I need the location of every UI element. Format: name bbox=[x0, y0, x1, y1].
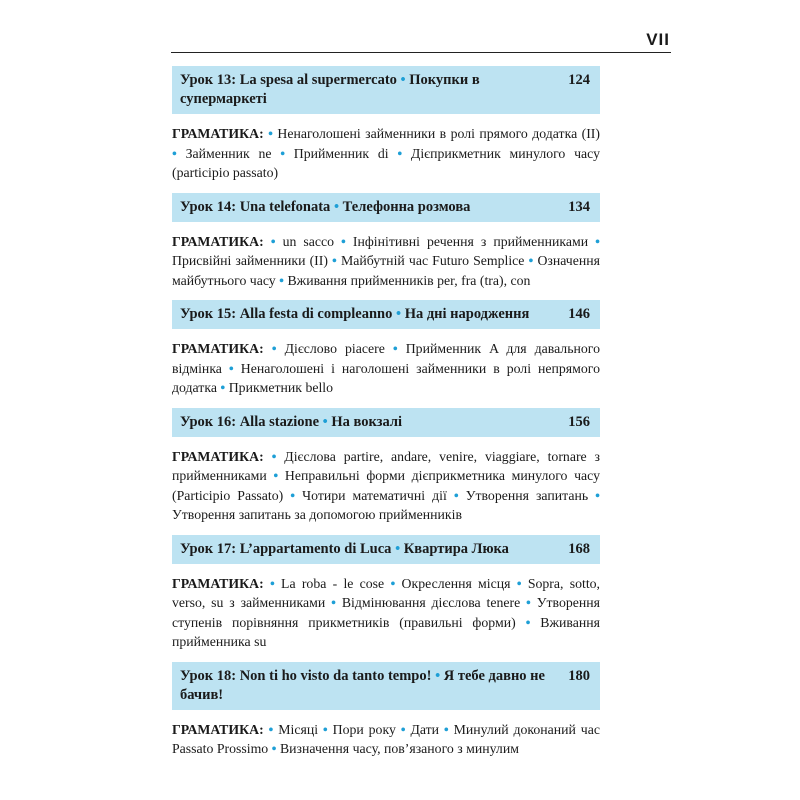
bullet-dot: • bbox=[515, 614, 541, 630]
grammar-item: Вживання прийменників per, fra (tra), con bbox=[287, 272, 531, 288]
bullet-dot: • bbox=[384, 341, 406, 356]
lesson-title-ua: На вокзалі bbox=[331, 413, 403, 430]
bullet-dot: • bbox=[283, 487, 303, 503]
grammar-item: Присвійні займенники (II) bbox=[172, 253, 328, 268]
grammar-label: ГРАМАТИКА: bbox=[172, 233, 264, 249]
lesson-title-it: Урок 15: Alla festa di compleanno bbox=[180, 306, 393, 322]
grammar-item: Чотири математичні дії bbox=[302, 487, 447, 503]
grammar-item: Дієслово piacere bbox=[284, 341, 385, 356]
lesson-title-ua: Я тебе давно не бачив! bbox=[180, 667, 545, 703]
grammar-list bbox=[172, 232, 600, 291]
grammar-item: Прийменник A для давального відмінка bbox=[172, 341, 600, 376]
bullet-dot: • bbox=[275, 272, 288, 288]
grammar-item: Займенник ne bbox=[185, 145, 272, 161]
grammar-item: Ненаголошені займенники в ролі прямого додатка (II) bbox=[277, 126, 600, 141]
grammar-label: ГРАМАТИКА: bbox=[172, 126, 264, 141]
lesson-title bbox=[180, 413, 592, 432]
grammar-label: ГРАМАТИКА: bbox=[172, 341, 264, 356]
grammar-item: Ненаголошені і наголошені займенники в ролі непрямого додатка bbox=[172, 360, 600, 395]
bullet-dot: • bbox=[588, 487, 600, 503]
grammar-list bbox=[172, 447, 600, 525]
bullet-dot: • bbox=[588, 233, 601, 249]
lesson-header[interactable] bbox=[172, 193, 600, 222]
bullet-dot: • bbox=[263, 721, 279, 737]
grammar-item: Окреслення місця bbox=[401, 575, 511, 591]
grammar-item: Минулий доконаний час Passato Prossimo bbox=[172, 721, 600, 756]
grammar-item: La roba - le cose bbox=[281, 575, 385, 591]
bullet-dot: • bbox=[268, 741, 280, 756]
bullet-dot: • bbox=[439, 721, 454, 737]
lesson-title-it: Урок 18: Non ti ho visto da tanto tempo! bbox=[180, 667, 432, 684]
grammar-item: Інфінітивні речення з прийменниками bbox=[352, 233, 589, 249]
lesson-entry bbox=[172, 535, 600, 652]
bullet-dot: • bbox=[392, 306, 405, 322]
bullet-dot: • bbox=[446, 487, 466, 503]
bullet-dot: • bbox=[520, 595, 537, 610]
grammar-item: Місяці bbox=[278, 721, 319, 737]
lesson-title bbox=[180, 540, 592, 559]
lesson-entry bbox=[172, 193, 600, 291]
lesson-title-it: Урок 14: Una telefonata bbox=[180, 198, 331, 215]
lesson-title-ua: Телефонна розмова bbox=[342, 198, 471, 215]
lesson-header[interactable] bbox=[172, 300, 600, 329]
bullet-dot: • bbox=[396, 72, 410, 88]
lesson-page-number: 134 bbox=[568, 198, 590, 215]
bullet-dot: • bbox=[330, 198, 343, 215]
lesson-header[interactable] bbox=[172, 535, 600, 564]
grammar-label: ГРАМАТИКА: bbox=[172, 575, 264, 591]
lesson-title-ua: На дні народження bbox=[404, 306, 530, 322]
bullet-dot: • bbox=[388, 145, 411, 161]
lesson-page-number: 146 bbox=[568, 306, 590, 322]
bullet-dot: • bbox=[263, 575, 282, 591]
grammar-item: Пори року bbox=[332, 721, 396, 737]
page-number: VII bbox=[646, 30, 670, 49]
bullet-dot: • bbox=[510, 575, 528, 591]
grammar-list bbox=[172, 574, 600, 652]
bullet-dot: • bbox=[319, 413, 332, 430]
lesson-page-number: 180 bbox=[568, 667, 590, 684]
bullet-dot: • bbox=[524, 253, 538, 268]
grammar-item: Дієслова partire, andare, venire, viaggiare, tornare з прийменниками bbox=[172, 448, 600, 483]
bullet-dot: • bbox=[431, 667, 444, 684]
grammar-item: Утворення запитань bbox=[465, 487, 589, 503]
bullet-dot: • bbox=[327, 253, 341, 268]
lesson-title bbox=[180, 198, 592, 217]
lesson-title-ua: Покупки в супермаркеті bbox=[180, 72, 480, 107]
grammar-item: un sacco bbox=[282, 233, 335, 249]
bullet-dot: • bbox=[263, 341, 285, 356]
lesson-title bbox=[180, 305, 592, 324]
grammar-item: Прийменник di bbox=[293, 145, 389, 161]
lesson-header[interactable] bbox=[172, 408, 600, 437]
grammar-list bbox=[172, 720, 600, 759]
grammar-item: Означення майбутнього часу bbox=[172, 253, 600, 288]
grammar-label: ГРАМАТИКА: bbox=[172, 721, 264, 737]
grammar-item: Майбутній час Futuro Semplice bbox=[340, 253, 525, 268]
grammar-item: Утворення ступенів порівняння прикметників (правильні форми) bbox=[172, 595, 601, 630]
lesson-title-it: Урок 17: L’appartamento di Luca bbox=[180, 540, 392, 557]
lesson-page-number: 124 bbox=[568, 72, 590, 88]
grammar-item: Вживання прийменника su bbox=[172, 614, 600, 649]
bullet-dot: • bbox=[263, 126, 278, 141]
lesson-title bbox=[180, 667, 592, 705]
bullet-dot: • bbox=[263, 448, 285, 464]
bullet-dot: • bbox=[263, 233, 283, 249]
lesson-title bbox=[180, 71, 592, 109]
grammar-label: ГРАМАТИКА: bbox=[172, 448, 264, 464]
bullet-dot: • bbox=[325, 595, 342, 610]
grammar-item: Sopra, sotto, verso, su з займенниками bbox=[172, 575, 601, 610]
lesson-title-ua: Квартира Люка bbox=[403, 540, 509, 557]
lesson-title-it: Урок 16: Alla stazione bbox=[180, 413, 320, 430]
lesson-page-number: 168 bbox=[568, 540, 590, 557]
grammar-item: Дати bbox=[410, 721, 440, 737]
lesson-header[interactable] bbox=[172, 662, 600, 710]
bullet-dot: • bbox=[384, 575, 402, 591]
bullet-dot: • bbox=[216, 380, 229, 395]
grammar-list bbox=[172, 124, 600, 183]
bullet-dot: • bbox=[334, 233, 353, 249]
bullet-dot: • bbox=[271, 145, 294, 161]
bullet-dot: • bbox=[172, 145, 186, 161]
bullet-dot: • bbox=[266, 468, 285, 483]
lesson-title-it: Урок 13: La spesa al supermercato bbox=[180, 72, 397, 88]
lesson-entry bbox=[172, 662, 600, 759]
lesson-entry bbox=[172, 408, 600, 525]
grammar-item: Відмінювання дієслова tenere bbox=[341, 595, 521, 610]
grammar-item: Дієприкметник минулого часу (participio passato) bbox=[172, 145, 600, 180]
bullet-dot: • bbox=[395, 721, 411, 737]
lesson-entry bbox=[172, 66, 600, 183]
grammar-list bbox=[172, 339, 600, 398]
lesson-page-number: 156 bbox=[568, 413, 590, 430]
header-rule bbox=[171, 52, 671, 53]
bullet-dot: • bbox=[391, 540, 404, 557]
grammar-item: Прикметник bello bbox=[228, 380, 334, 395]
grammar-item: Утворення запитань за допомогою прийменників bbox=[172, 507, 462, 522]
bullet-dot: • bbox=[221, 360, 241, 376]
grammar-item: Визначення часу, пов’язаного з минулим bbox=[279, 741, 519, 756]
bullet-dot: • bbox=[318, 721, 333, 737]
lesson-entry bbox=[172, 300, 600, 398]
table-of-contents bbox=[172, 66, 600, 769]
grammar-item: Неправильні форми дієприкметника минулого часу (Participio Passato) bbox=[172, 468, 600, 503]
lesson-header[interactable] bbox=[172, 66, 600, 114]
